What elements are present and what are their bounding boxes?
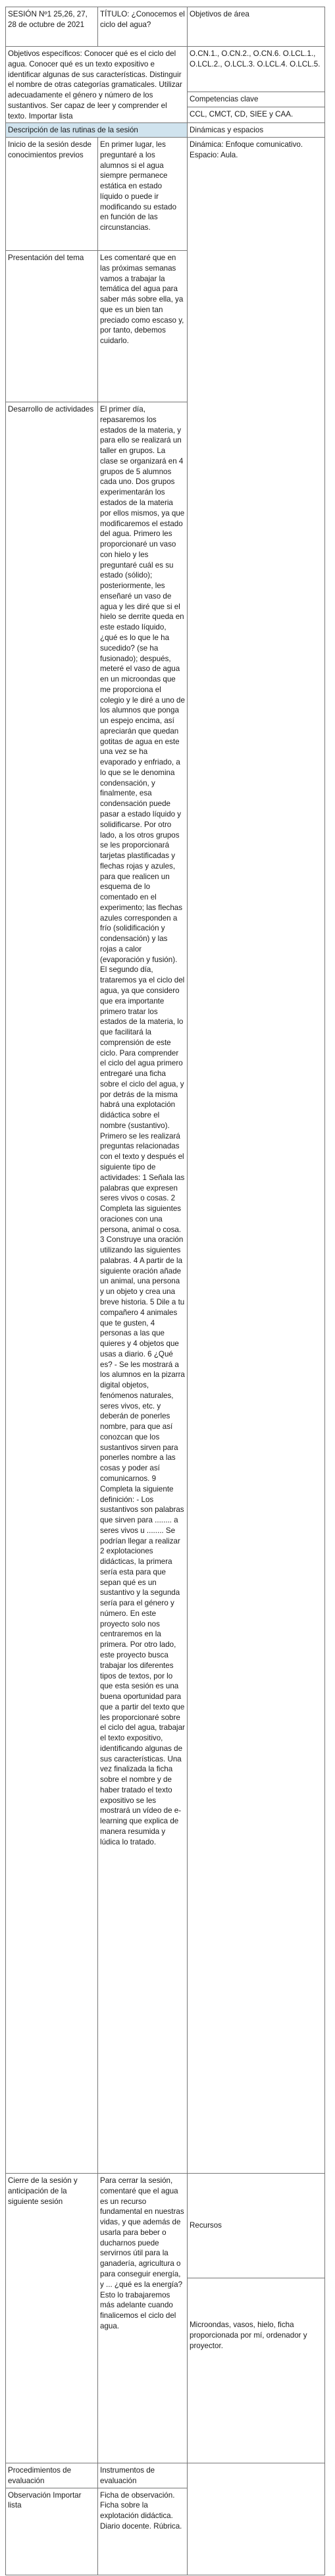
phase-description: El primer día, repasaremos los estados de la materia, y para ello se realizará un taller en grupos. La clase se organizará en 4 grupos de 5 alumnos cada uno. Dos grupos experimentarán los estados de la materia por ellos mismos, ya que modificaremos el estado del agua. Primero les proporcionaré un vaso con hielo y les preguntaré cuál es su estado (sólido); posteriormente, les enseñaré un vaso de agua y les diré que si el hielo se derrite queda en este estado líquido, ¿qué es lo que le ha sucedido? (se ha fusionado); después, meteré el vaso de agua en un microondas que me proporciona el colegio y le diré a uno de los alumnos que ponga un espejo encima, así apreciarán que quedan gotitas de agua en este una vez se ha evaporado y enfriado, a lo que se le denomina condensación, y finalmente, esa condensación puede pasar a estado líquido y solidificarse. Por otro lado, a los otros grupos se les proporcionará tarjetas plastificadas y flechas rojas y azules, para que realicen un esquema de lo comentado en el experimento; las flechas azules corresponden a frío (solidificación y condensación) y las rojas a calor (evaporación y fusión). El segundo día, trataremos ya el ciclo del agua, ya que considero que era importante primero tratar los estados de la materia, lo que facilitará la comprensión de este ciclo. Para comprender el ciclo del agua primero entregaré una ficha sobre el ciclo del agua, y por detrás de la misma habrá una explotación didáctica sobre el nombre (sustantivo). Primero se les realizará preguntas relacionadas con el texto y después el siguiente tipo de actividades: 1 Señala las palabras que expresen seres vivos o cosas. 2 Completa las siguientes oraciones con una persona, animal o cosa. 3 Construye una oración utilizando las siguientes palabras. 4 A partir de la siguiente oración añade un animal, una persona y un objeto y crea una breve historia. 5 Dile a tu compañero 4 animales que te gusten, 4 personas a las que quieres y 4 objetos que usas a diario. 6 ¿Qué es? - Se les mostrará a los alumnos en la pizarra digital objetos, fenómenos naturales, seres vivos, etc. y deberán de ponerles nombre, para que así conozcan que los sustantivos sirven para ponerles nombre a las cosas y poder así comunicarnos. 9 Completa la siguiente definición: - Los sustantivos son palabras que sirven para ........ a seres vivos u ........ Se podrían llegar a realizar 2 explotaciones didácticas, la primera sería esta para que sepan qué es un sustantivo y la segunda sería para el género y número. En este proyecto solo nos centraremos en la primera. Por otro lado, este proyecto busca trabajar los diferentes tipos de textos, por lo que esta sesión es una buena oportunidad para que a partir del texto que les proporcionaré sobre el ciclo del agua, trabajar el texto expositivo, identificando algunas de sus características. Una vez finalizada la ficha sobre el nombre y de haber tratado el texto expositivo se les mostrará un vídeo de e-learning que explica de manera resumida y lúdica lo tratado. (98, 402, 188, 2174)
evaluation-header-row (6, 2463, 325, 2488)
area-objectives-label: Objetivos de área (188, 7, 325, 47)
phase-name: Inicio de la sesión desde conocimientos previos (6, 138, 98, 251)
phase-row (6, 138, 325, 251)
phase-name: Desarrollo de actividades (6, 402, 98, 2174)
competences-cell (188, 92, 325, 123)
phase-name: Cierre de la sesión y anticipación de la siguiente sesión (6, 2174, 98, 2463)
phase-description: Para cerrar la sesión, comentaré que el agua es un recurso fundamental en nuestras vidas, y que además de usarla para beber o ducharnos puede servirnos útil para la ganadería, agricultura o para conseguir energía, y ... ¿qué es la energía? Esto lo trabajaremos más adelante cuando finalicemos el ciclo del agua. (98, 2174, 188, 2463)
resources-cell (188, 2174, 325, 2463)
resources-label: Recursos (188, 2174, 324, 2278)
evaluation-instruments-value: Ficha de observación. Ficha sobre la explotación didáctica. Diario docente. Rúbrica. (98, 2488, 188, 2575)
specific-objectives-cell: Objetivos específicos: Conocer qué es el ciclo del agua. Conocer qué es un texto expositivo e identificar algunas de sus características. Distinguir el nombre de otras categorías gramaticales. Utilizar adecuadamente el género y número de los sustantivos. Ser capaz de leer y comprender el texto. Importar lista (6, 47, 188, 123)
header-row (6, 7, 325, 47)
evaluation-instruments-label: Instrumentos de evaluación (98, 2463, 188, 2488)
competences-value: CCL, CMCT, CD, SIEE y CAA. (190, 109, 294, 119)
phase-description: En primer lugar, les preguntaré a los alumnos si el agua siempre permanece estática en estado líquido o puede ir modificando su estado en función de las circunstancias. (98, 138, 188, 251)
session-title-cell: TÍTULO: ¿Conocemos el ciclo del agua? (98, 7, 188, 47)
dynamics-spaces-value: Dinámica: Enfoque comunicativo. Espacio: Aula. (188, 138, 325, 2174)
area-objective-codes: O.CN.1., O.CN.2., O.CN.6. O.LCL.1., O.LCL.2., O.LCL.3. O.LCL.4. O.LCL.5. (188, 47, 325, 92)
phase-row (6, 2174, 325, 2463)
dynamics-spaces-header: Dinámicas y espacios (188, 123, 325, 138)
competences-label: Competencias clave (188, 92, 324, 107)
section-header-row (6, 123, 325, 138)
observation-label: Observación Importar lista (6, 2488, 98, 2575)
objectives-row (6, 47, 325, 92)
session-plan-table (5, 7, 325, 2575)
phase-name: Presentación del tema (6, 251, 98, 402)
evaluation-blank-cell (188, 2463, 325, 2575)
session-number-cell: SESIÓN Nº1 25,26, 27, 28 de octubre de 2021 (6, 7, 98, 47)
routines-description-header: Descripción de las rutinas de la sesión (6, 123, 188, 138)
resources-value: Microondas, vasos, hielo, ficha proporcionada por mí, ordenador y proyector. (190, 2321, 307, 2350)
evaluation-procedures-label: Procedimientos de evaluación (6, 2463, 98, 2488)
phase-description: Les comentaré que en las próximas semanas vamos a trabajar la temática del agua para saber más sobre ella, ya que es un bien tan preciado como escaso y, por tanto, debemos cuidarlo. (98, 251, 188, 402)
